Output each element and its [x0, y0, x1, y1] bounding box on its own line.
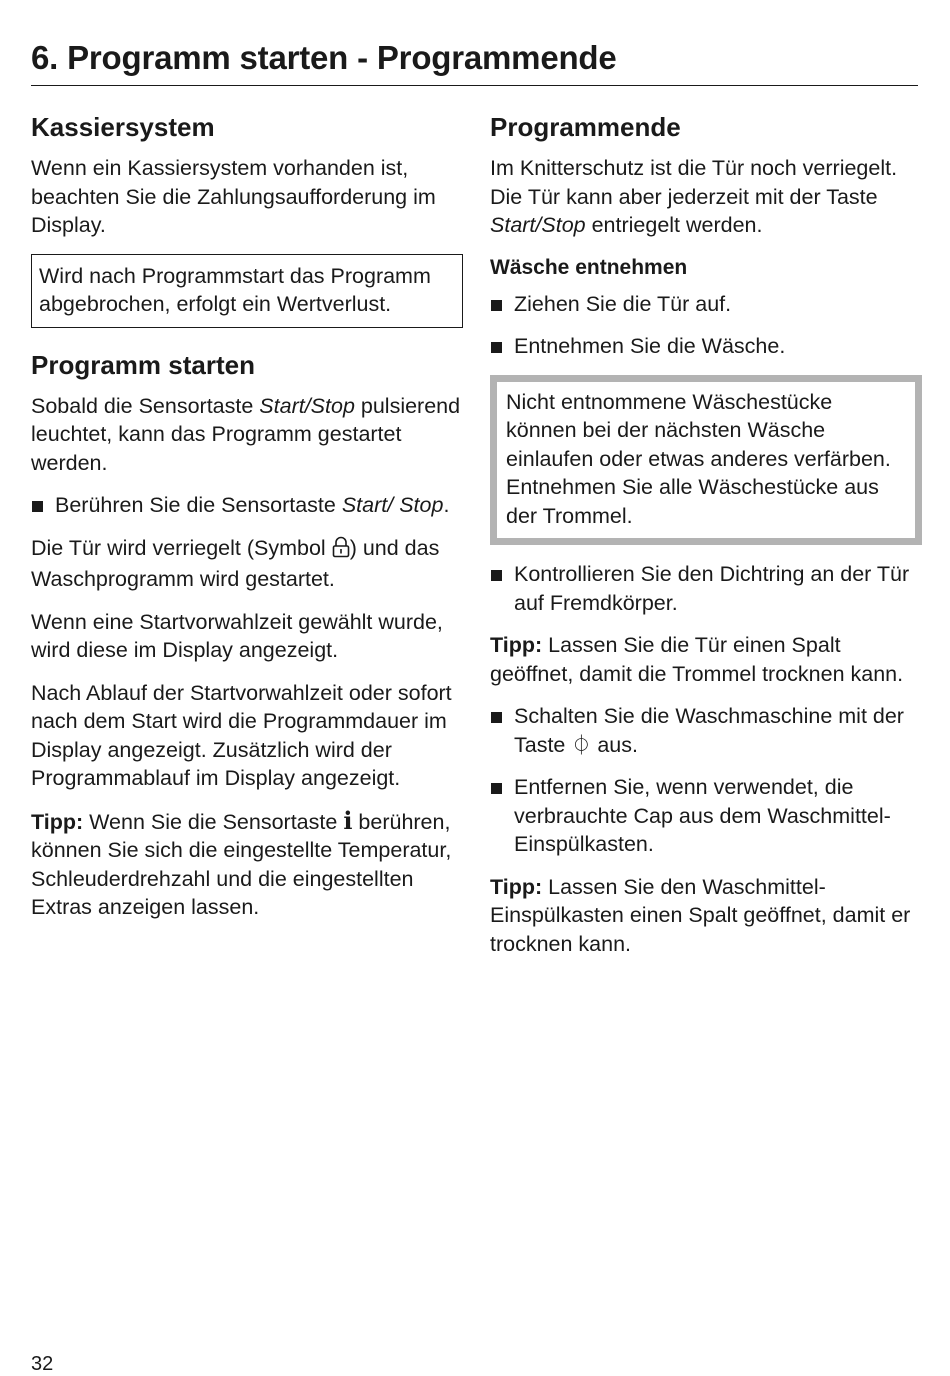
- title-divider: [31, 85, 918, 86]
- end-tip-door: [490, 631, 922, 688]
- text-span: berühren, können Sie sich die eingestellte Temperatur, Schleuderdrehzahl und die eingestellten Extras anzeigen lassen.: [31, 809, 452, 919]
- text-span: Lassen Sie den Waschmittel-Einspülkasten einen Spalt geöffnet, damit er trocknen kann.: [490, 874, 911, 956]
- end-tip-drawer: [490, 873, 922, 959]
- start-stop-key-label: Start/ Stop: [341, 493, 444, 517]
- text-span: Entnehmen Sie die Wäsche.: [514, 334, 786, 358]
- tip-label: Tipp:: [31, 809, 84, 834]
- square-bullet-icon: [491, 570, 502, 581]
- text-span: Kontrollieren Sie den Dichtring an der Tür auf Fremdkörper.: [514, 562, 910, 615]
- section-kassiersystem: [31, 110, 463, 328]
- heading-kassiersystem: Kassiersystem: [31, 112, 215, 142]
- text-span: Berühren Sie die Sensortaste: [55, 493, 342, 517]
- kassier-text: Wenn ein Kassiersystem vorhanden ist, beachten Sie die Zahlungsaufforderung im Display.: [31, 156, 436, 237]
- note-box-value-loss: [31, 254, 463, 328]
- text-span: Im Knitterschutz ist die Tür noch verriegelt. Die Tür kann aber jederzeit mit der Taste: [490, 156, 898, 209]
- note-text: Wird nach Programmstart das Programm abgebrochen, erfolgt ein Wertverlust.: [39, 263, 431, 316]
- power-icon: ⏀: [571, 732, 592, 757]
- bullet-remove-cap: [490, 773, 922, 859]
- text-span: Die Tür wird verriegelt (Symbol: [31, 535, 332, 560]
- square-bullet-icon: [491, 342, 502, 353]
- square-bullet-icon: [491, 783, 502, 794]
- heading-programm-starten: Programm starten: [31, 349, 255, 380]
- text-span: Entfernen Sie, wenn verwendet, die verbrauchte Cap aus dem Waschmittel-Einspülkasten.: [514, 775, 891, 856]
- page-title: 6. Programm starten - Programmende: [31, 39, 617, 76]
- bullet-remove-laundry: [490, 332, 922, 361]
- square-bullet-icon: [491, 300, 502, 311]
- text-span: entriegelt werden.: [585, 213, 763, 237]
- warning-text-2: Entnehmen Sie alle Wäschestücke aus der Trommel.: [506, 475, 879, 528]
- bullet-check-seal: [490, 560, 922, 617]
- tip-label: Tipp:: [490, 633, 543, 657]
- bullet-touch-start-stop: [31, 491, 463, 520]
- start-paragraph-delay: Wenn eine Startvorwahlzeit gewählt wurde, wird diese im Display angezeigt.: [31, 609, 443, 662]
- start-paragraph-duration: Nach Ablauf der Startvorwahlzeit oder sofort nach dem Start wird die Programmdauer im Display angezeigt. Zusätzlich wird der Programmablauf im Display angezeigt.: [31, 680, 452, 790]
- section-programmende: [490, 110, 922, 958]
- text-span: pulsierend leuchtet, kann das Programm gestartet werden.: [31, 393, 461, 475]
- bullet-switch-off: [490, 702, 922, 759]
- text-span: ) und das Waschprogramm wird gestartet.: [31, 535, 440, 591]
- lock-icon: [332, 536, 350, 566]
- bullet-open-door: [490, 290, 922, 319]
- warning-box-laundry: [490, 375, 922, 546]
- info-icon: i: [343, 805, 353, 835]
- text-span: Lassen Sie die Tür einen Spalt geöffnet, damit die Trommel trocknen kann.: [490, 633, 904, 686]
- right-column: [490, 110, 922, 972]
- text-span: Sobald die Sensortaste: [31, 393, 260, 418]
- start-paragraph-door-locked: [31, 534, 463, 594]
- section-programm-starten: [31, 348, 463, 922]
- start-tip: [31, 807, 463, 922]
- start-stop-key-label: Start/Stop: [259, 393, 355, 418]
- text-span: Ziehen Sie die Tür auf.: [514, 291, 732, 316]
- text-span: aus.: [591, 732, 638, 757]
- heading-programmende: Programmende: [490, 112, 681, 142]
- square-bullet-icon: [32, 501, 43, 512]
- heading-waesche-entnehmen: Wäsche entnehmen: [490, 255, 688, 279]
- tip-label: Tipp:: [490, 874, 543, 899]
- end-paragraph-1: [490, 154, 922, 240]
- left-column: [31, 110, 463, 936]
- text-span: Wenn Sie die Sensortaste: [83, 809, 344, 834]
- text-span: .: [443, 493, 450, 517]
- warning-text-1: Nicht entnommene Wäschestücke können bei der nächsten Wäsche einlaufen oder etwas anderes verfärben.: [506, 389, 891, 471]
- start-stop-key-label: Start/Stop: [490, 213, 586, 237]
- page-number: 32: [31, 1353, 54, 1375]
- start-paragraph-1: [31, 392, 463, 478]
- text-span: Schalten Sie die Waschmaschine mit der Taste: [514, 704, 904, 757]
- square-bullet-icon: [491, 712, 502, 723]
